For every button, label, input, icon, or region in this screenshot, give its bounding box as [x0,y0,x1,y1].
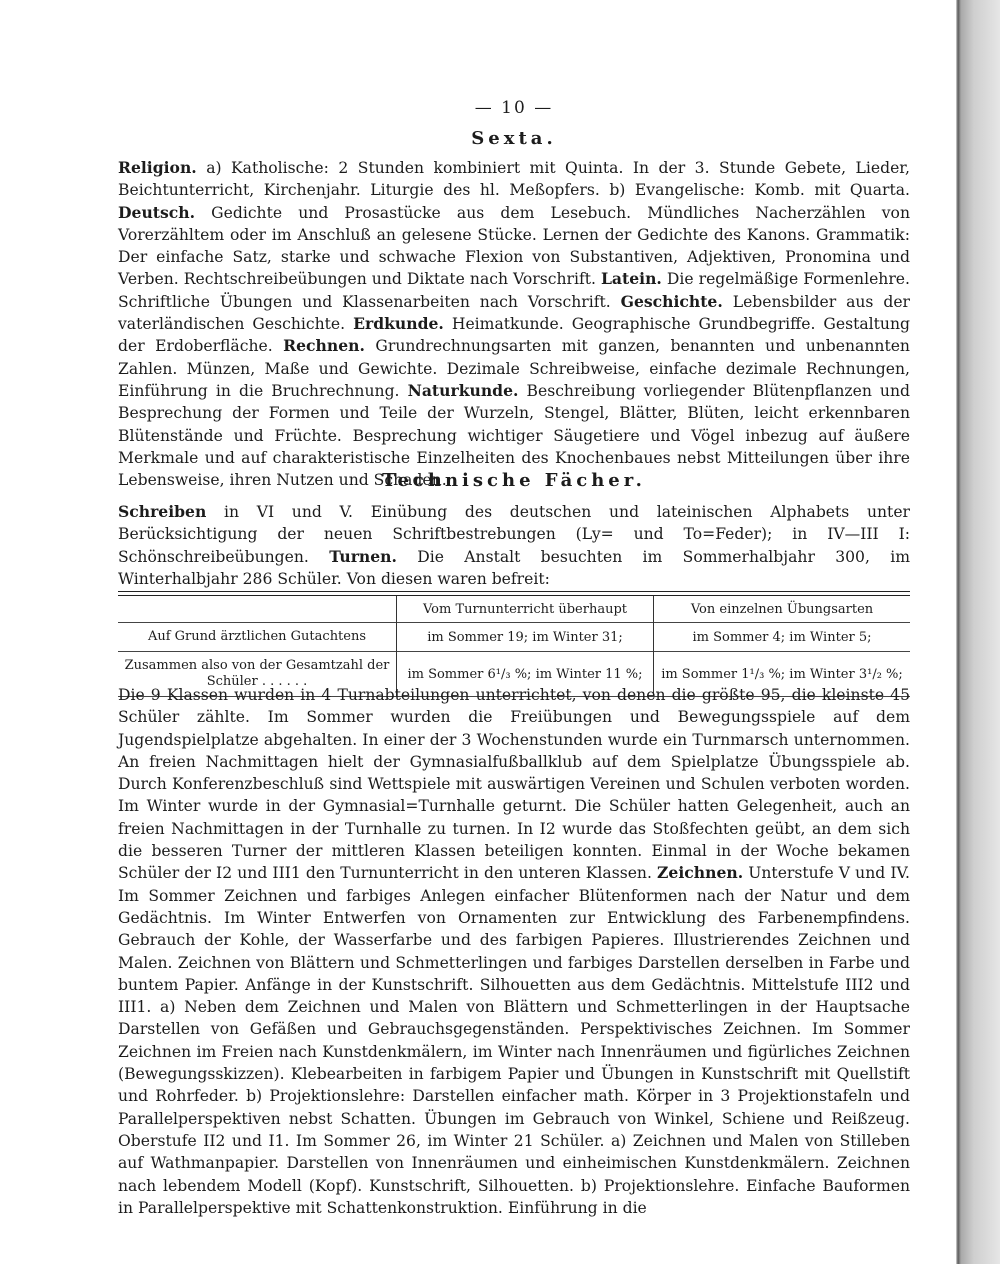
page-number: — 10 — [474,98,554,118]
table-header-cell [118,596,397,623]
section-heading-technical-subjects: Technische Fächer. [382,470,646,491]
exemption-table [118,591,910,697]
table-row [118,623,910,652]
table-header-cell: Von einzelnen Übungsarten [654,596,911,623]
subject-keyword: Zeichnen. [657,863,744,883]
paragraph-sexta [118,157,910,491]
paragraph-text: a) Katholische: 2 Stunden kombiniert mit Quinta. In der 3. Stunde Gebete, Lieder, Beichtunterricht, Kirchenjahr. Liturgie des hl. Meßopfers. b) Evangelische: Komb. mit Quarta. [118,159,910,200]
subject-keyword: Latein. [600,269,662,289]
table-row-label: Zusammen also von der Gesamtzahl der Schüler . . . . . . [118,652,397,697]
subject-keyword: Deutsch. [118,202,196,222]
table-row-label: Auf Grund ärztlichen Gutachtens [118,623,397,652]
paragraph-text: Grundrechnungsarten mit ganzen, benannten und unbenannten Zahlen. Münzen, Maße und Gewichte. Dezimale Schreibweise, einfache dezimale Rechnungen, Einführung in die Bruchrechnung. [118,337,910,400]
table-cell: im Sommer 19; im Winter 31; [397,623,654,652]
subject-keyword: Erdkunde. [353,314,444,334]
paragraph-text: Die Anstalt besuchten im Sommerhalbjahr 300, im Winterhalbjahr 286 Schüler. Von diesen waren befreit: [118,547,911,588]
scan-page-edge [956,0,1000,1264]
document-page [118,0,910,1264]
table-header-cell: Vom Turnunterricht überhaupt [397,596,654,623]
paragraph-text: Die regelmäßige Formenlehre. Schriftliche Übungen und Klassenarbeiten nach Vorschrift. [118,270,910,311]
subject-keyword: Naturkunde. [407,380,519,400]
table-cell: im Sommer 4; im Winter 5; [654,623,911,652]
table-cell: im Sommer 6¹/₃ %; im Winter 11 %; [397,652,654,697]
table-header-row [118,596,910,623]
paragraph-text: Beschreibung vorliegender Blütenpflanzen und Besprechung der Formen und Teile der Wurzeln, Stengel, Blätter, Blüten, leicht erkennbaren Blütenstände und Früchte. Besprechung wichtiger Säugetiere und Vögel inbezug auf äußere Merkmale und auf charakteristische Einzelheiten des Knochenbaues nebst Mitteilungen über ihre Lebensweise, ihren Nutzen und Schaden. [118,381,910,490]
subject-keyword: Turnen. [329,546,397,566]
table-cell: im Sommer 1¹/₃ %; im Winter 3¹/₂ %; [654,652,911,697]
subject-keyword: Schreiben [118,502,207,521]
subject-keyword: Geschichte. [620,291,723,311]
section-heading-sexta: Sexta. [471,128,557,149]
paragraph-text: Gedichte und Prosastücke aus dem Lesebuch. Mündliches Nacherzählen von Vorerzähltem oder im Anschluß an gelesene Stücke. Lernen der Gedichte des Kanons. Grammatik: Der einfache Satz, starke und schwache Flexion von Substantiven, Adjektiven, Pronomina und Verben. Rechtschreibeübungen und Diktate nach Vorschrift. [118,203,910,289]
paragraph-technical-subjects [118,501,910,590]
paragraph-text: Heimatkunde. Geographische Grundbegriffe. Gestaltung der Erdoberfläche. [118,315,910,356]
paragraph-text: Die 9 Klassen wurden in 4 Turnabteilungen unterrichtet, von denen die größte 95, die kleinste 45 Schüler zählte. Im Sommer wurden die Freiübungen und Bewegungsspiele auf dem Jugendspielplatze abgehalten. In einer der 3 Wochenstunden wurde ein Turnmarsch unternommen. An freien Nachmittagen hielt der Gymnasialfußballklub auf dem Spielplatze Übungsspiele ab. Durch Konferenzbeschluß sind Wettspiele mit auswärtigen Vereinen und Schulen verboten worden. Im Winter wurde in der Gymnasial=Turnhalle geturnt. Die Schüler hatten Gelegenheit, auch an freien Nachmittagen in der Turnhalle zu turnen. In I2 wurde das Stoßfechten geübt, an dem sich die besseren Turner der mittleren Klassen beteiligen konnten. Einmal in der Woche bekamen Schüler der I2 und III1 den Turnunterricht in den unteren Klassen. [118,686,910,883]
paragraph-text: Unterstufe V und IV. Im Sommer Zeichnen und farbiges Anlegen einfacher Blütenformen nach der Natur und dem Gedächtnis. Im Winter Entwerfen von Ornamenten zur Entwicklung des Farbenempfindens. Gebrauch der Kohle, der Wasserfarbe und des farbigen Papieres. Illustrierendes Zeichnen und Malen. Zeichnen von Blättern und Schmetterlingen und farbiges Darstellen derselben in Farbe und buntem Papier. Anfänge in der Kunstschrift. Silhouetten aus dem Gedächtnis. Mittelstufe III2 und III1. a) Neben dem Zeichnen und Malen von Blättern und Schmetterlingen in der Hauptsache Darstellen von Gefäßen und Gebrauchsgegenständen. Perspektivisches Zeichnen. Im Sommer Zeichnen im Freien nach Kunstdenkmälern, im Winter nach Innenräumen und figürliches Zeichnen (Bewegungsskizzen). Klebearbeiten in farbigem Papier und Übungen in Kunstschrift mit Quellstift und Rohrfeder. b) Projektionslehre: Darstellen einfacher math. Körper in 3 Projektionstafeln und Parallelperspektiven nebst Schatten. Übungen im Gebrauch von Winkel, Schiene und Reißzeug. Oberstufe II2 und I1. Im Sommer 26, im Winter 21 Schüler. a) Zeichnen und Malen von Stilleben auf Wathmanpapier. Darstellen von Innenräumen und einheimischen Kunstdenkmälern. Zeichnen nach lebendem Modell (Kopf). Kunstschrift, Silhouetten. b) Projektionslehre. Einfache Bauformen in Parallelperspektive mit Schattenkonstruktion. Einführung in die [118,864,910,1217]
paragraph-gymnastics-drawing [118,684,910,1219]
subject-keyword: Religion. [118,158,197,177]
paragraph-text: Lebensbilder aus der vaterländischen Geschichte. [118,292,910,334]
paragraph-text: in VI und V. Einübung des deutschen und lateinischen Alphabets unter Berücksichtigung der neuen Schriftbestrebungen (Ly= und To=Feder); in IV—III I: Schönschreibeübungen. [118,503,910,566]
subject-keyword: Rechnen. [283,336,365,356]
